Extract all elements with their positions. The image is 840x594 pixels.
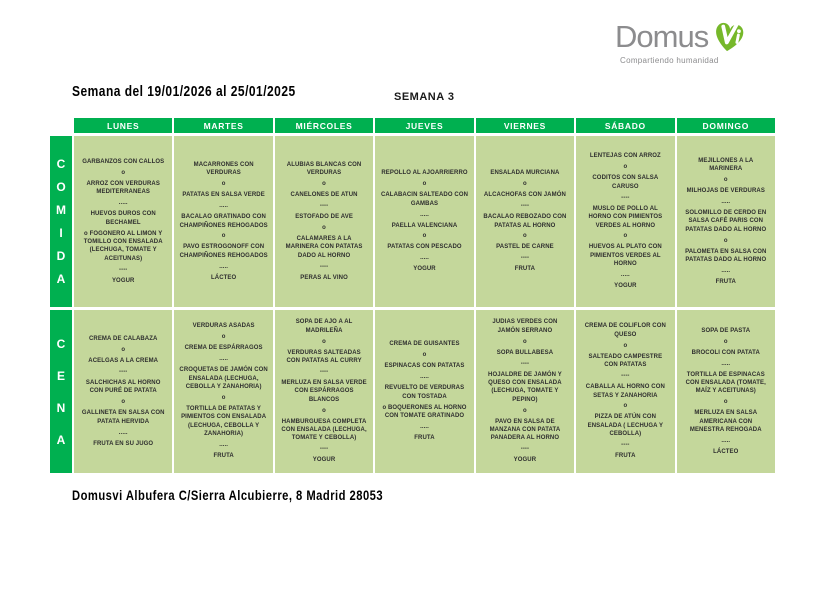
menu-item: CREMA DE GUISANTES [389,341,460,348]
menu-item: ---- [319,203,329,210]
menu-item: o [322,225,326,232]
menu-item: ENSALADA MURCIANA [490,170,560,177]
menu-item: ---- [621,373,630,380]
menu-item: o [221,181,226,188]
menu-cell-comida-jueves [375,136,473,307]
menu-item: o [523,338,527,345]
logo-tagline: Compartiendo humanidad [620,56,719,65]
menu-item: ---- [621,194,630,201]
menu-item: o [523,407,527,414]
menu-item: HUEVOS AL PLATO CON PIMIENTOS VERDES AL HORNO [588,244,662,268]
menu-item: PATATAS EN SALSA VERDE [182,192,265,199]
menu-item: YOGUR [413,266,436,273]
menu-item: CABALLA AL HORNO CON SETAS Y ZANAHORIA [585,384,665,399]
day-header-martes: MARTES [174,118,272,133]
menu-item: ---- [119,368,128,375]
menu-item: REPOLLO AL AJOARRIERRO [381,170,468,177]
menu-item: PAVO EN SALSA DE MANZANA CON PATATA PANADERA AL HORNO [489,418,561,442]
menu-item: YOGUR [312,457,336,464]
menu-item: BROCOLI CON PATATA [691,349,760,356]
menu-item: ..... [219,356,229,363]
menu-item: ..... [219,263,229,270]
week-number-label: SEMANA 3 [394,91,455,103]
menu-cell-cena-martes [174,310,272,473]
menu-item: LÁCTEO [713,449,739,456]
menu-item: ..... [420,424,429,431]
menu-item: CREMA DE COLIFLOR CON QUESO [584,323,666,338]
menu-item: HOJALDRE DE JAMÓN Y QUESO CON ENSALADA (LECHUGA, TOMATE Y PEPINO) [488,371,562,403]
menu-cell-comida-sabado [576,136,674,307]
table-corner [50,118,72,133]
menu-item: MEJILLONES A LA MARINERA [698,157,754,172]
menu-item: FRUTA [213,453,234,460]
menu-item: REVUELTO DE VERDURAS CON TOSTADA [384,385,465,400]
menu-item: o [121,169,126,176]
menu-item: FRUTA [414,435,435,442]
menu-item: SOPA BULLABESA [496,349,554,356]
menu-item: ..... [420,374,429,381]
menu-item: CREMA DE ESPÁRRAGOS [184,345,263,352]
meal-label-letter: D [56,249,66,263]
menu-item: PALOMETA EN SALSA CON PATATAS DADO AL HORNO [685,248,767,264]
menu-item: BACALAO REBOZADO CON PATATAS AL HORNO [483,214,567,229]
menu-item: ---- [319,368,329,375]
menu-item: ..... [420,211,429,218]
menu-item: o FOGONERO AL LIMON Y TOMILLO CON ENSALADA (LECHUGA, TOMATE Y ACEITUNAS) [83,230,163,262]
meal-row-label-cena [50,310,72,473]
menu-item: ..... [118,200,128,207]
heart-icon [709,18,749,56]
menu-cell-comida-domingo [677,136,775,307]
menu-item: o [422,352,427,359]
menu-item: GARBANZOS CON CALLOS [82,158,165,165]
menu-item: o [723,237,728,244]
menu-item: ..... [620,272,630,279]
menu-cell-comida-martes [174,136,272,307]
menu-item: ---- [319,263,329,270]
menu-item: YOGUR [513,457,537,464]
menu-item: o [623,342,628,349]
day-header-jueves: JUEVES [375,118,473,133]
menu-item: ..... [219,203,229,210]
menu-item: TORTILLA DE PATATAS Y PIMIENTOS CON ENSALADA (LECHUGA, CEBOLLA Y ZANAHORIA) [181,406,267,438]
day-header-lunes: LUNES [74,118,172,133]
menu-item: o [221,395,226,402]
menu-cell-cena-sabado [576,310,674,473]
menu-item: MACARRONES CON VERDURAS [193,161,254,177]
menu-item: o [523,181,527,188]
menu-item: ..... [721,198,731,205]
menu-item: o [221,334,226,341]
meal-label-letter: I [59,226,63,240]
menu-cell-comida-lunes [74,136,172,307]
menu-cell-comida-miercoles [275,136,373,307]
menu-item: o [723,176,728,183]
menu-item: MILHOJAS DE VERDURAS [686,187,765,194]
day-header-miercoles: MIÉRCOLES [275,118,373,133]
menu-item: ..... [721,360,731,367]
menu-item: FRUTA [514,266,536,273]
menu-item: CREMA DE CALABAZA [88,335,158,342]
menu-cell-cena-jueves [375,310,473,473]
menu-item: o [422,233,427,240]
logo-brand-text: Domus [615,19,709,54]
menu-item: CALABACIN SALTEADO CON GAMBAS [380,192,469,207]
menu-item: FRUTA [715,279,736,286]
menu-item: ESTOFADO DE AVE [295,214,353,221]
menu-cell-cena-miercoles [275,310,373,473]
menu-item: HAMBURGUESA COMPLETA CON ENSALADA (LECHUGA, TOMATE Y CEBOLLA) [281,418,367,442]
meal-label-letter: A [56,432,66,447]
menu-item: ---- [520,255,530,262]
menu-item: PATATAS CON PESCADO [387,244,462,251]
menu-item: ---- [520,203,530,210]
menu-item: MUSLO DE POLLO AL HORNO CON PIMIENTOS VERDES AL HORNO [588,205,663,229]
menu-item: VERDURAS ASADAS [192,323,255,330]
menu-cell-cena-viernes [476,310,574,473]
menu-item: SALCHICHAS AL HORNO CON PURÉ DE PATATA [85,379,161,395]
week-date-title: Semana del 19/01/2026 al 25/01/2025 [72,83,296,100]
menu-item: o [422,181,427,188]
meal-label-letter: N [56,400,66,415]
menu-item: GALLINETA EN SALSA CON PATATA HERVIDA [81,410,165,425]
meal-label-letter: M [56,203,66,217]
menu-item: PERAS AL VINO [300,274,348,281]
menu-item: ..... [420,255,429,262]
menu-item: LÁCTEO [211,274,237,281]
menu-cell-comida-viernes [476,136,574,307]
menu-item: o [221,233,226,240]
menu-item: ..... [721,268,731,275]
menu-item: o [121,399,126,406]
menu-item: o [623,403,628,410]
menu-item: PIZZA DE ATÚN CON ENSALADA ( LECHUGA Y CEBOLLA) [587,414,664,438]
menu-item: o [723,399,728,406]
menu-item: CROQUETAS DE JAMÓN CON ENSALADA (LECHUGA, CEBOLLA Y ZANAHORIA) [179,367,268,391]
menu-item: o [322,181,326,188]
menu-item: ..... [219,442,229,449]
menu-item: SOPA DE AJO A AL MADRILEÑA [295,319,353,334]
menu-item: ALCACHOFAS CON JAMÓN [483,192,566,199]
menu-cell-cena-lunes [74,310,172,473]
menu-item: o [322,338,326,345]
menu-item: YOGUR [111,277,135,284]
menu-item: MERLUZA EN SALSA VERDE CON ESPÁRRAGOS BLANCOS [281,379,367,403]
menu-item: CALAMARES A LA MARINERA CON PATATAS DADO AL HORNO [285,236,363,259]
day-header-viernes: VIERNES [476,118,574,133]
menu-item: JUDIAS VERDES CON JAMÓN SERRANO [492,319,558,334]
meal-label-letter: A [56,272,66,286]
menu-item: o [121,346,126,353]
menu-item: BACALAO GRATINADO CON CHAMPIÑONES REHOGADOS [179,214,268,229]
menu-item: ---- [520,446,530,453]
menu-item: TORTILLA DE ESPINACAS CON ENSALADA (TOMATE, MAÍZ Y ACEITUNAS) [685,371,766,395]
menu-item: FRUTA EN SU JUGO [93,440,154,447]
menu-item: FRUTA [615,453,636,460]
menu-item: o [623,164,628,171]
domusvi-logo [615,20,749,65]
day-header-domingo: DOMINGO [677,118,775,133]
menu-item: ESPINACAS CON PATATAS [384,363,465,370]
menu-item: ..... [118,429,128,436]
menu-item: ACELGAS A LA CREMA [88,357,159,364]
menu-item: o [723,338,728,345]
menu-item: PAVO ESTROGONOFF CON CHAMPIÑONES REHOGADOS [179,244,268,259]
menu-item: ---- [119,266,128,273]
menu-item: ---- [319,446,329,453]
menu-item: ---- [621,442,630,449]
menu-item: CODITOS CON SALSA CARUSO [592,175,659,190]
menu-item: YOGUR [614,283,637,290]
footer-address: Domusvi Albufera C/Sierra Alcubierre, 8 Madrid 28053 [72,487,384,503]
menu-table [50,118,775,473]
menu-item: o [523,233,527,240]
menu-item: MERLUZA EN SALSA AMERICANA CON MENESTRA REHOGADA [689,410,762,434]
meal-label-letter: E [56,368,65,383]
menu-item: SOPA DE PASTA [701,327,751,334]
meal-label-letter: O [56,180,66,194]
menu-item: o BOQUERONES AL HORNO CON TOMATE GRATINADO [382,404,467,420]
menu-item: VERDURAS SALTEADAS CON PATATAS AL CURRY [286,349,362,364]
menu-item: ---- [520,360,530,367]
meal-label-letter: C [56,157,66,171]
menu-item: PASTEL DE CARNE [496,244,554,251]
menu-cell-cena-domingo [677,310,775,473]
menu-item: o [623,233,628,240]
menu-item: SOLOMILLO DE CERDO EN SALSA CAFÉ PARIS CON PATATAS DADO AL HORNO [685,209,767,233]
menu-item: PAELLA VALENCIANA [391,222,458,229]
menu-item: o [322,407,326,414]
menu-item: LENTEJAS CON ARROZ [589,153,661,160]
menu-item: ..... [721,438,731,445]
day-header-sabado: SÁBADO [576,118,674,133]
menu-item: HUEVOS DUROS CON BECHAMEL [90,211,156,226]
menu-item: ALUBIAS BLANCAS CON VERDURAS [286,161,362,177]
menu-item: ARROZ CON VERDURAS MEDITERRANEAS [86,180,160,196]
menu-item: CANELONES DE ATUN [290,192,358,199]
menu-item: SALTEADO CAMPESTRE CON PATATAS [588,353,663,369]
meal-label-letter: C [56,336,66,351]
meal-row-label-comida [50,136,72,307]
